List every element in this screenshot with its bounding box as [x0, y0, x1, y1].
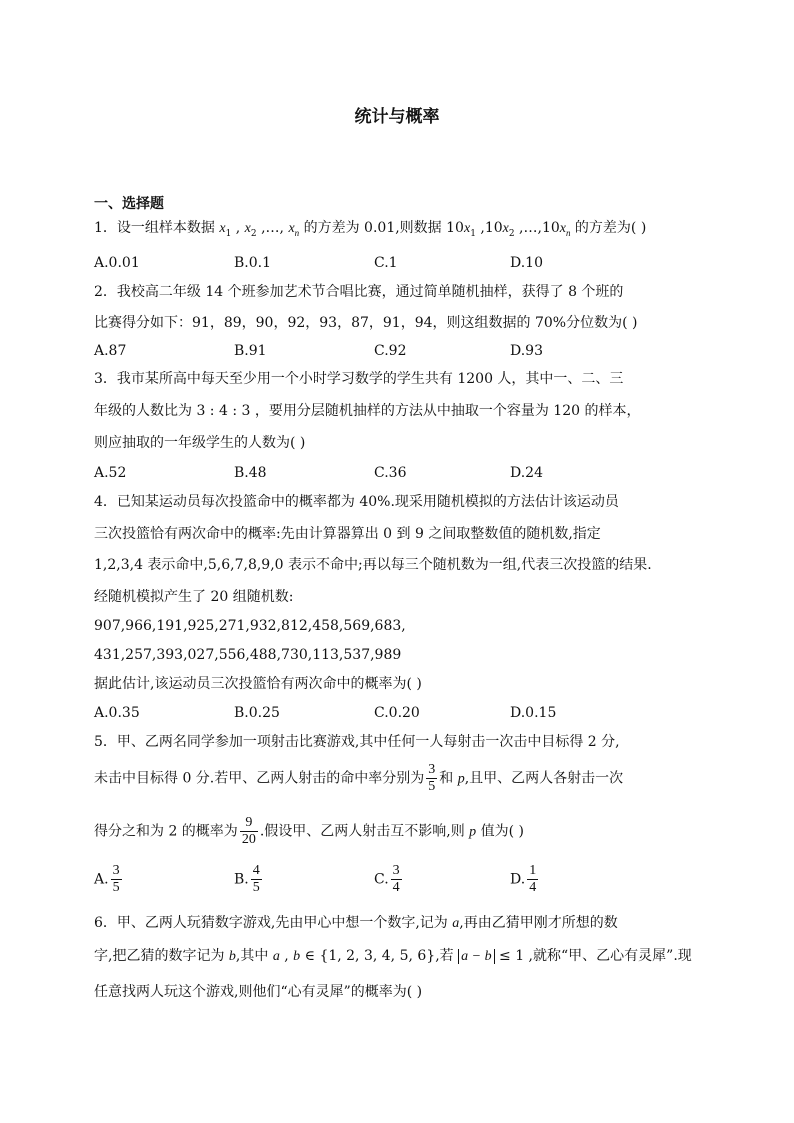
- question-4-line-7: 据此估计,该运动员三次投篮恰有两次命中的概率为( ): [94, 676, 422, 692]
- option-d: D.93: [510, 343, 543, 359]
- option-a: A.0.01: [94, 255, 140, 271]
- question-3-line-3: 则应抽取的一年级学生的人数为( ): [94, 435, 306, 451]
- option-b: B.48: [234, 465, 267, 481]
- option-a: A.87: [94, 343, 127, 359]
- page-title: 统计与概率: [354, 107, 440, 127]
- question-1: 1．设一组样本数据 $x_1$ , $x_2$ ,…, $x_n$ 的方差为 0.01,则数据 $10x_1$ $,10x_2$ $,\dots,10x_n$ 的方差为( ): [94, 220, 647, 239]
- question-4-line-1: 4．已知某运动员每次投篮命中的概率都为 40%.现采用随机模拟的方法估计该运动员: [94, 494, 619, 510]
- option-c: C.92: [374, 343, 407, 359]
- question-4-line-4: 经随机模拟产生了 20 组随机数:: [94, 589, 294, 605]
- option-c: C.36: [374, 465, 407, 481]
- option-d: D.10: [510, 255, 543, 271]
- question-5-line-1: 5．甲、乙两名同学参加一项射击比赛游戏,其中任何一人每射击一次击中目标得 2 分,: [94, 734, 620, 750]
- question-3-line-2: 年级的人数比为 3 : 4 : 3 ，要用分层随机抽样的方法从中抽取一个容量为 120 的样本，: [94, 403, 641, 419]
- option-b: B. $\frac{4}{5}$: [234, 863, 260, 895]
- question-4-line-3: 1,2,3,4 表示命中,5,6,7,8,9,0 表示不命中;再以每三个随机数为一组,代表三次投篮的结果.: [94, 557, 652, 573]
- question-4-line-6: 431,257,393,027,556,488,730,113,537,989: [94, 647, 402, 663]
- question-2-line-2: 比赛得分如下：91，89，90，92，93，87，91，94，则这组数据的 70%分位数为( ): [94, 315, 638, 331]
- fraction: $\frac{9}{20}$: [241, 815, 256, 847]
- option-b: B.91: [234, 343, 267, 359]
- option-b: B.0.1: [234, 255, 272, 271]
- option-b: B.0.25: [234, 705, 280, 721]
- question-6-line-3: 任意找两人玩这个游戏,则他们“心有灵犀”的概率为( ): [94, 984, 423, 1000]
- question-3-line-1: 3．我市某所高中每天至少用一个小时学习数学的学生共有 1200 人，其中一、二、三: [94, 371, 624, 387]
- option-c: C. $\frac{3}{4}$: [374, 863, 400, 895]
- question-4-line-5: 907,966,191,925,271,932,812,458,569,683,: [94, 618, 406, 634]
- option-c: C.1: [374, 255, 398, 271]
- question-6-line-1: 6．甲、乙两人玩猜数字游戏,先由甲心中想一个数字,记为 a,再由乙猜甲刚才所想的数: [94, 915, 618, 931]
- option-c: C.0.20: [374, 705, 420, 721]
- question-6-line-2: 字,把乙猜的数字记为 b,其中 a , b ∈ {1, 2, 3, 4, 5, 6},若 a − b ≤ 1 ,就称“甲、乙心有灵犀”.现: [94, 948, 692, 964]
- question-5-line-2: 未击中目标得 0 分.若甲、乙两人射击的命中率分别为 $\frac{3}{5}$ 和 p,且甲、乙两人各射击一次: [94, 762, 624, 794]
- option-a: A.0.35: [94, 705, 140, 721]
- question-2-line-1: 2．我校高二年级 14 个班参加艺术节合唱比赛，通过简单随机抽样，获得了 8 个班的: [94, 284, 624, 300]
- option-a: A. $\frac{3}{5}$: [94, 863, 120, 895]
- fraction: $\frac{3}{5}$: [428, 762, 436, 794]
- question-4-line-2: 三次投篮恰有两次命中的概率:先由计算器算出 0 到 9 之间取整数值的随机数,指定: [94, 526, 601, 542]
- section-heading: 一、选择题: [94, 196, 164, 212]
- option-d: D.0.15: [510, 705, 557, 721]
- question-5-line-3: 得分之和为 2 的概率为 $\frac{9}{20}$ .假设甲、乙两人射击互不影响,则 p 值为( ): [94, 815, 524, 847]
- option-a: A.52: [94, 465, 127, 481]
- option-d: D.24: [510, 465, 543, 481]
- option-d: D. $\frac{1}{4}$: [510, 863, 537, 895]
